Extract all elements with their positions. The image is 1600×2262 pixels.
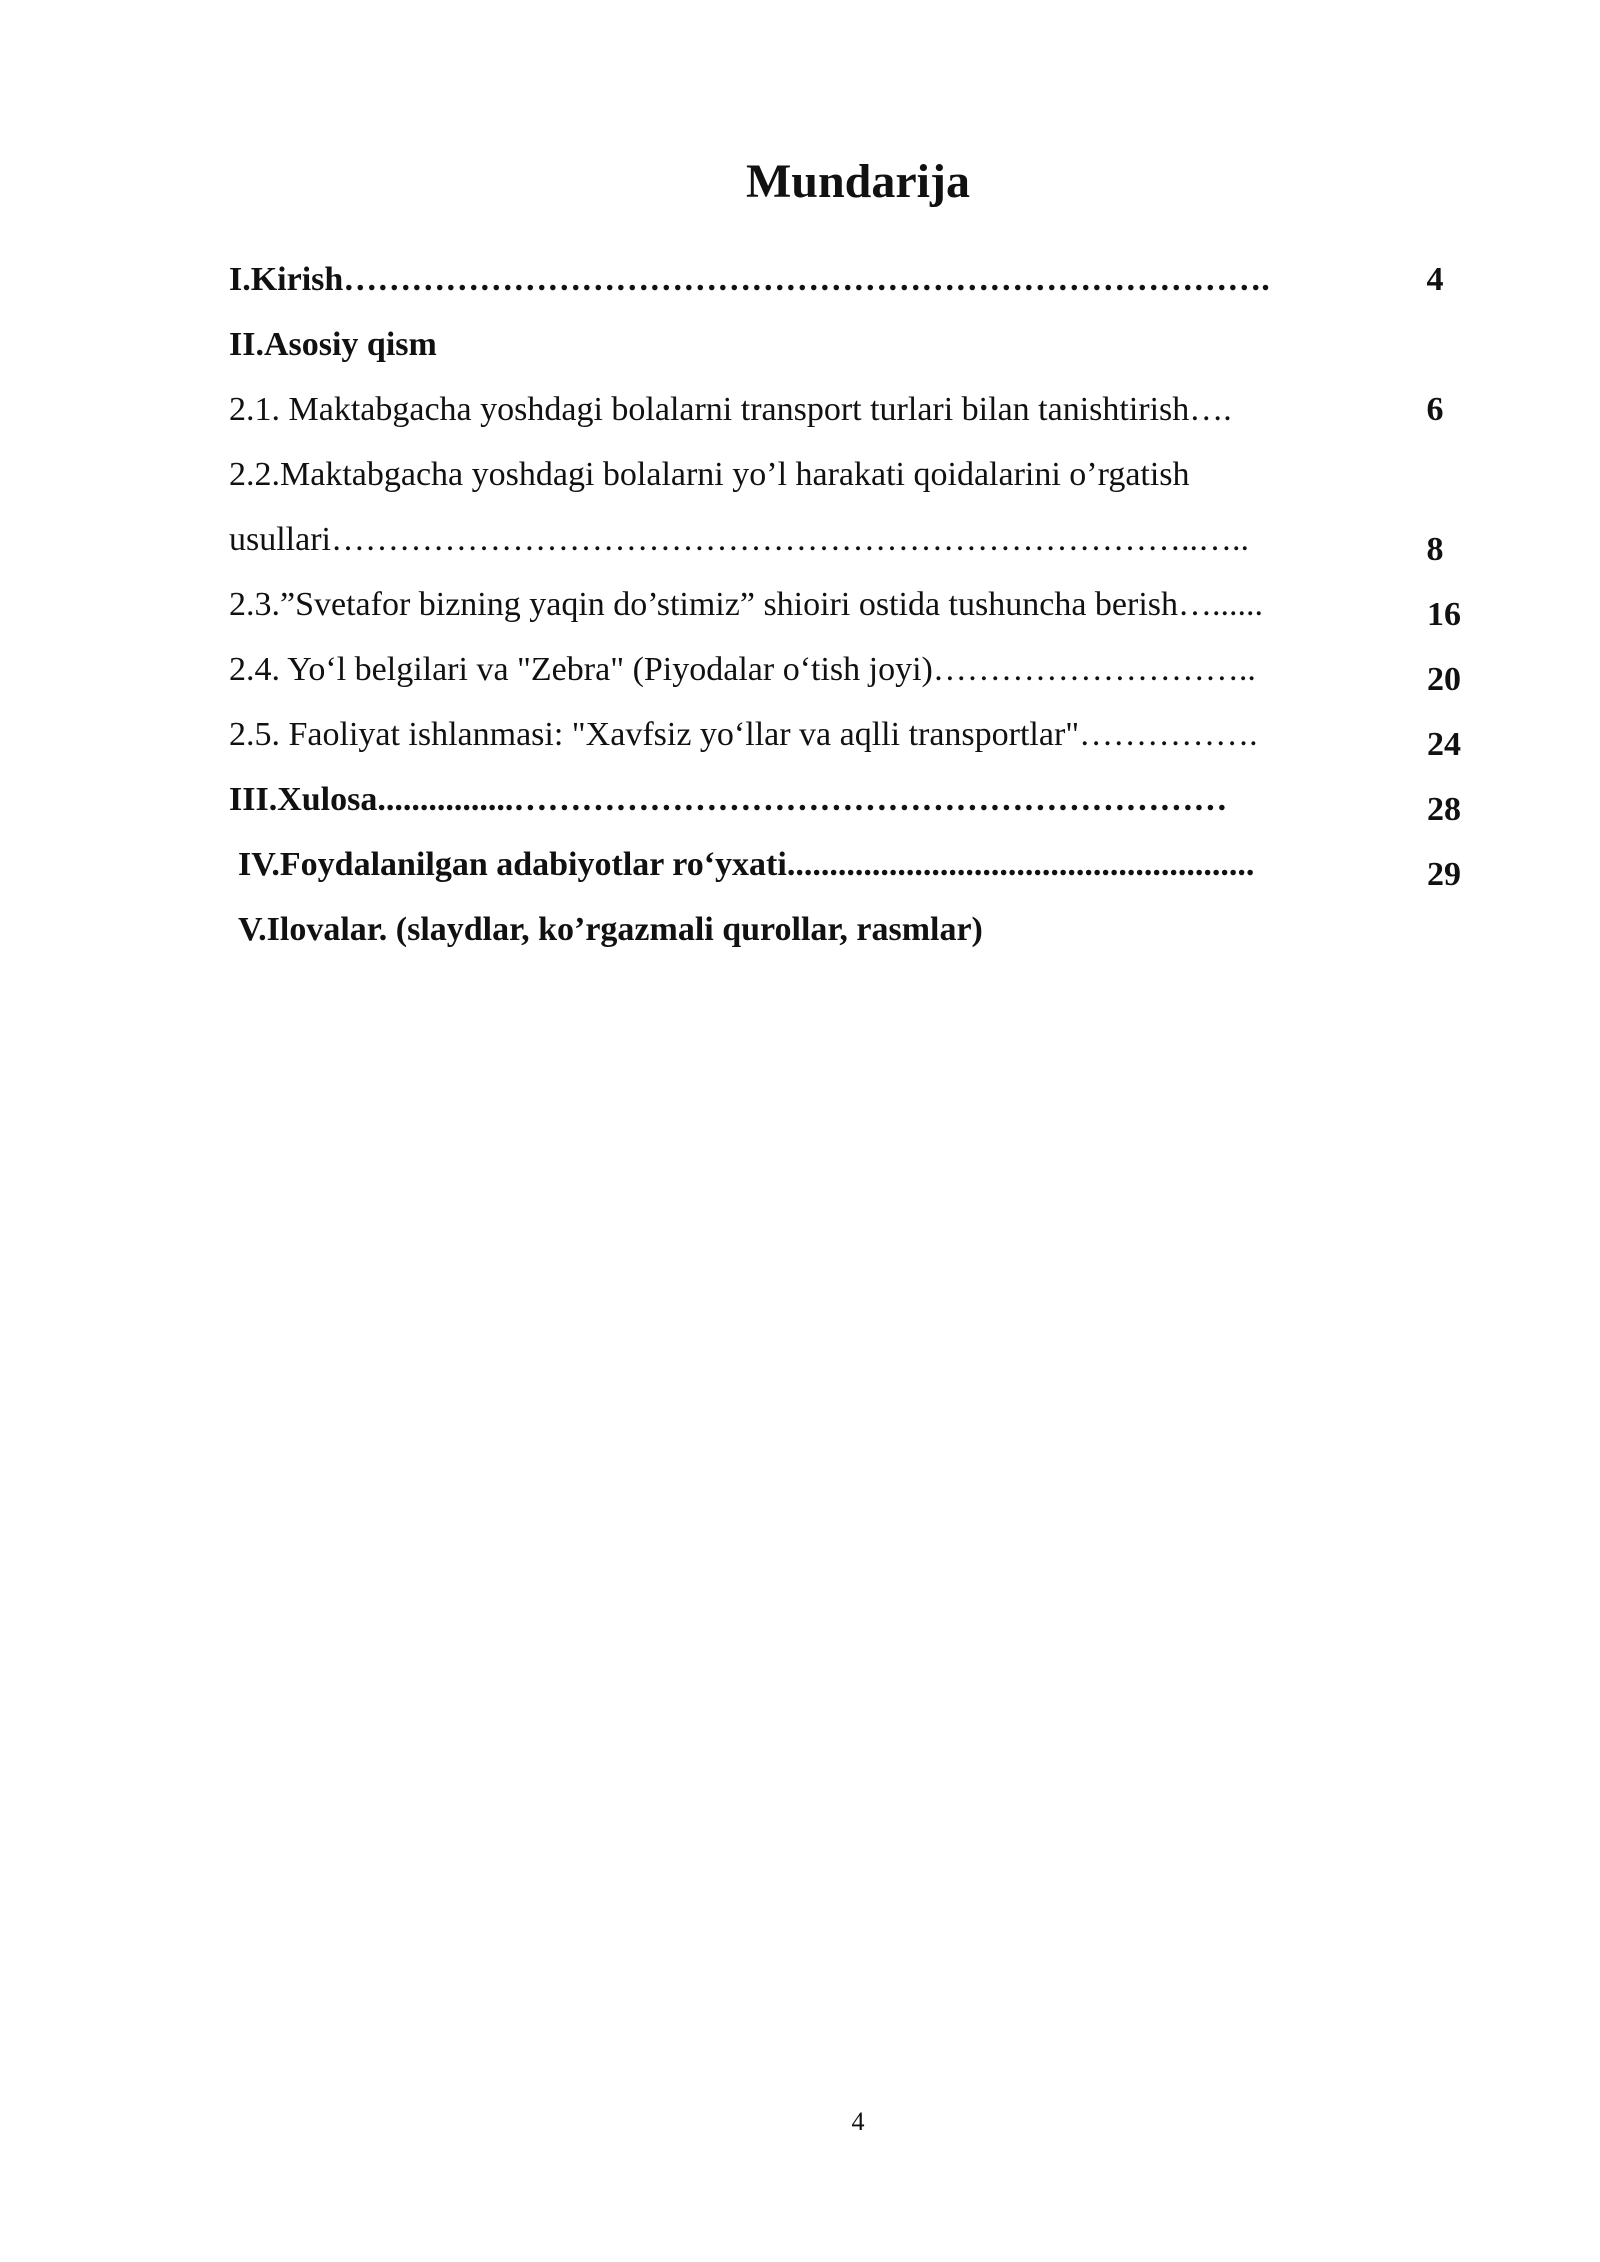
toc-page-number: 20 [1427,661,1461,698]
toc-page-number: 29 [1427,856,1461,893]
footer-page-number: 4 [851,2107,865,2136]
toc-page-number: 24 [1427,726,1461,763]
toc-entry-2-3: 2.3.”Svetafor bizning yaqin do’stimiz” shioiri ostida tushuncha berish…...... [229,586,1263,623]
toc-entry-2-4: 2.4. Yo‘l belgilari va "Zebra" (Piyodalar o‘tish joyi)……………………….. [229,651,1256,688]
toc-page-number: 6 [1426,391,1444,428]
page-title: Mundarija [745,155,970,208]
toc-entry-2-2: 2.2.Maktabgacha yoshdagi bolalarni yo’l harakati qoidalarini o’rgatish [229,456,1190,493]
toc-page-number: 16 [1427,596,1461,633]
toc-entry-2-2-continued: usullari…………………………………………………………………..….. [229,521,1249,558]
toc-entry-xulosa: III.Xulosa................……………………………………………………… [229,781,1228,818]
toc-page-number: 4 [1426,261,1444,298]
toc-entry-adabiyotlar: IV.Foydalanilgan adabiyotlar ro‘yxati....................................................... [238,846,1255,883]
toc-entry-ilovalar: V.Ilovalar. (slaydlar, ko’rgazmali qurollar, rasmlar) [238,911,983,948]
toc-page-number: 28 [1427,791,1461,828]
toc-page-number: 8 [1426,531,1444,568]
toc-entry-2-5: 2.5. Faoliyat ishlanmasi: "Xavfsiz yo‘llar va aqlli transportlar"……………. [229,716,1258,753]
toc-entry-asosiy-qism: II.Asosiy qism [229,326,437,363]
toc-entry-2-1: 2.1. Maktabgacha yoshdagi bolalarni transport turlari bilan tanishtirish…. [229,391,1232,428]
toc-entry-kirish: I.Kirish………………………………………………………………………. [229,261,1270,298]
